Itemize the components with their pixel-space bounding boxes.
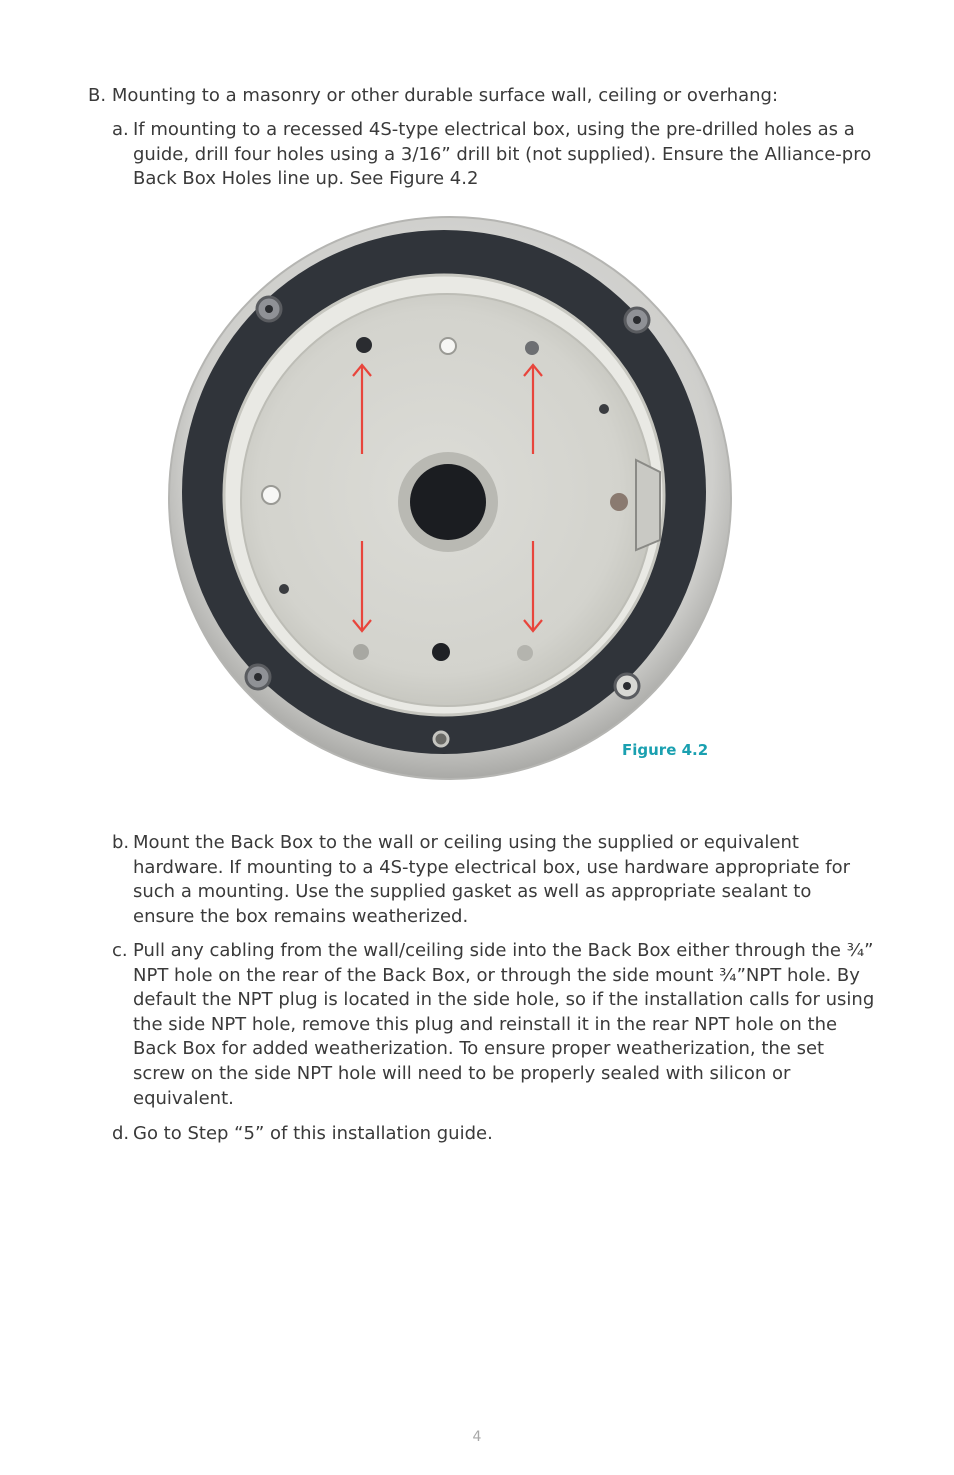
list-item <box>112 1122 878 1147</box>
list-item-text: If mounting to a recessed 4S-type electrical box, using the pre-drilled holes as a guide, drill four holes using a 3/16” drill bit (not supplied). Ensure the Alliance-pro Back Box Holes line up. See Figure 4.2 <box>133 119 872 190</box>
list-item-marker: a. <box>112 119 129 140</box>
section-heading <box>88 84 868 109</box>
list-item-marker: c. <box>112 940 128 961</box>
back-box-figure <box>160 210 740 790</box>
list-item <box>112 118 878 192</box>
figure-caption: Figure 4.2 <box>622 741 709 759</box>
list-item-marker: b. <box>112 832 130 853</box>
section-marker: B. <box>88 85 107 106</box>
list-item-text: Pull any cabling from the wall/ceiling side into the Back Box either through the ¾” NPT hole on the rear of the Back Box, or through the side mount ¾”NPT hole. By default the NPT plug is located in the side hole, so if the installation calls for using the side NPT hole, remove this plug and reinstall it in the rear NPT hole on the Back Box for added weatherization. To ensure proper weatherization, the set screw on the side NPT hole will need to be properly sealed with silicon or equivalent. <box>133 940 875 1109</box>
page-number: 4 <box>472 1429 482 1445</box>
list-item-marker: d. <box>112 1123 130 1144</box>
list-item <box>112 939 878 1111</box>
list-item <box>112 831 878 929</box>
list-item-text: Go to Step “5” of this installation guide. <box>133 1123 493 1144</box>
back-box-photo <box>160 210 740 790</box>
list-item-text: Mount the Back Box to the wall or ceiling using the supplied or equivalent hardware. If mounting to a 4S-type electrical box, use hardware appropriate for such a mounting. Use the supplied gasket as well as appropriate sealant to ensure the box remains weatherized. <box>133 832 850 927</box>
section-heading-text: Mounting to a masonry or other durable surface wall, ceiling or overhang: <box>111 85 779 106</box>
